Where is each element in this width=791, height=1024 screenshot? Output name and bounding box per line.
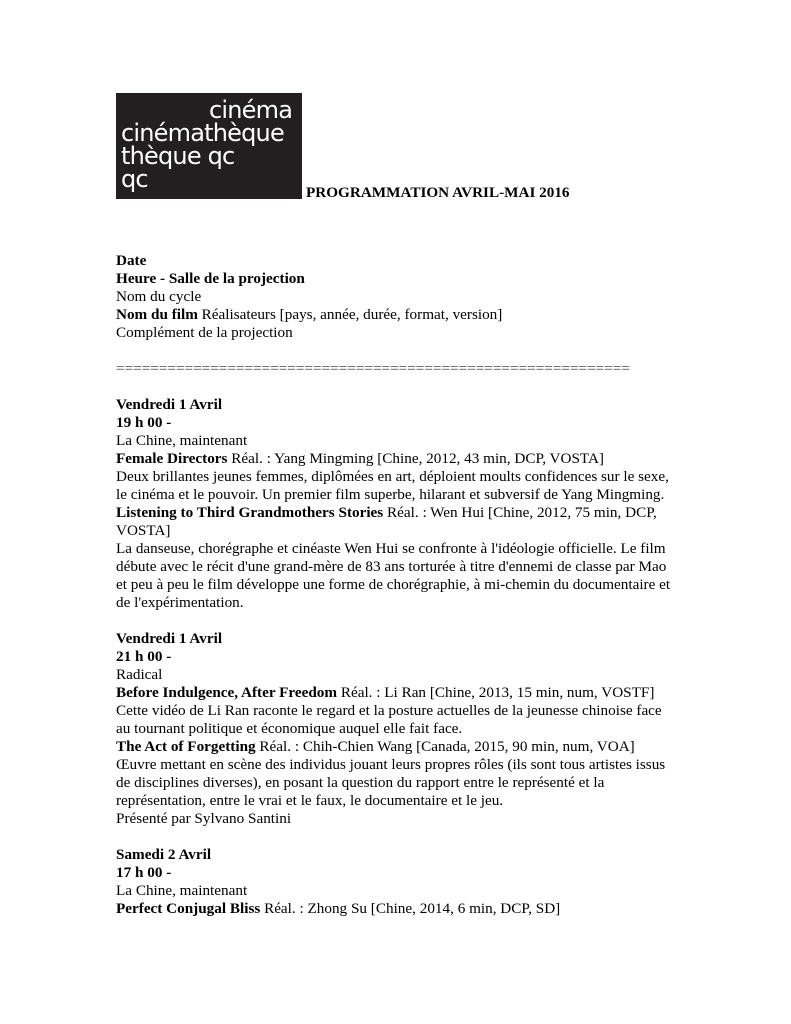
film-title: The Act of Forgetting	[116, 738, 256, 755]
event-date: Vendredi 1 Avril	[116, 630, 223, 647]
film-details: Réal. : Li Ran [Chine, 2013, 15 min, num, VOSTF]	[337, 684, 655, 701]
film-title: Female Directors	[116, 450, 228, 467]
logo-line: qc	[121, 165, 148, 193]
event-time: 17 h 00 -	[116, 864, 172, 881]
event-cycle: La Chine, maintenant	[116, 882, 248, 899]
film-title: Perfect Conjugal Bliss	[116, 900, 261, 917]
legend-cycle: Nom du cycle	[116, 288, 202, 305]
event-block	[116, 846, 676, 918]
legend-film-name: Nom du film	[116, 306, 198, 323]
event-date: Vendredi 1 Avril	[116, 396, 223, 413]
film-title: Before Indulgence, After Freedom	[116, 684, 338, 701]
event-date: Samedi 2 Avril	[116, 846, 212, 863]
separator-line: ============================================================	[116, 360, 630, 377]
event-block	[116, 630, 676, 828]
page-title: PROGRAMMATION AVRIL-MAI 2016	[306, 184, 570, 201]
logo-line: cinémathèque	[121, 119, 284, 147]
event-block	[116, 396, 676, 612]
event-cycle: La Chine, maintenant	[116, 432, 248, 449]
logo-line: cinéma	[209, 96, 293, 124]
film-description: Cette vidéo de Li Ran raconte le regard et la posture actuelles de la jeunesse chinoise face au tournant politique et économique auquel elle fait face.	[116, 702, 662, 737]
film-details: Réal. : Yang Mingming [Chine, 2012, 43 min, DCP, VOSTA]	[227, 450, 604, 467]
cinematheque-logo	[116, 93, 302, 199]
film-details: Réal. : Wen Hui [Chine, 2012, 75 min, DCP, VOSTA]	[116, 504, 657, 539]
legend-date: Date	[116, 252, 147, 269]
legend-film-details: Réalisateurs [pays, année, durée, format, version]	[197, 306, 503, 323]
event-time: 21 h 00 -	[116, 648, 172, 665]
legend-time-room: Heure - Salle de la projection	[116, 270, 305, 287]
program-content	[116, 252, 676, 918]
film-details: Réal. : Zhong Su [Chine, 2014, 6 min, DCP, SD]	[260, 900, 561, 917]
legend-complement: Complément de la projection	[116, 324, 293, 341]
film-details: Réal. : Chih-Chien Wang [Canada, 2015, 90 min, num, VOA]	[255, 738, 635, 755]
logo-line: thèque qc	[121, 142, 235, 170]
event-time: 19 h 00 -	[116, 414, 172, 431]
film-description: La danseuse, chorégraphe et cinéaste Wen Hui se confronte à l'idéologie officielle. Le film débute avec le récit d'une grand-mère de 83 ans torturée à titre d'ennemi de classe par Mao et peu à peu le film développe une forme de chorégraphie, à mi-chemin du documentaire et de l'expérimentation.	[116, 540, 671, 611]
film-description: Œuvre mettant en scène des individus jouant leurs propres rôles (ils sont tous artistes issus de disciplines diverses), en posant la question du rapport entre le représenté et la représentation, entre le vrai et le faux, le documentaire et le jeu.	[116, 756, 666, 809]
film-description: Deux brillantes jeunes femmes, diplômées en art, déploient moults confidences sur le sexe, le cinéma et le pouvoir. Un premier film superbe, hilarant et subversif de Yang Mingming.	[116, 468, 669, 503]
legend-block	[116, 252, 676, 342]
film-title: Listening to Third Grandmothers Stories	[116, 504, 384, 521]
event-cycle: Radical	[116, 666, 163, 683]
event-complement: Présenté par Sylvano Santini	[116, 810, 292, 827]
